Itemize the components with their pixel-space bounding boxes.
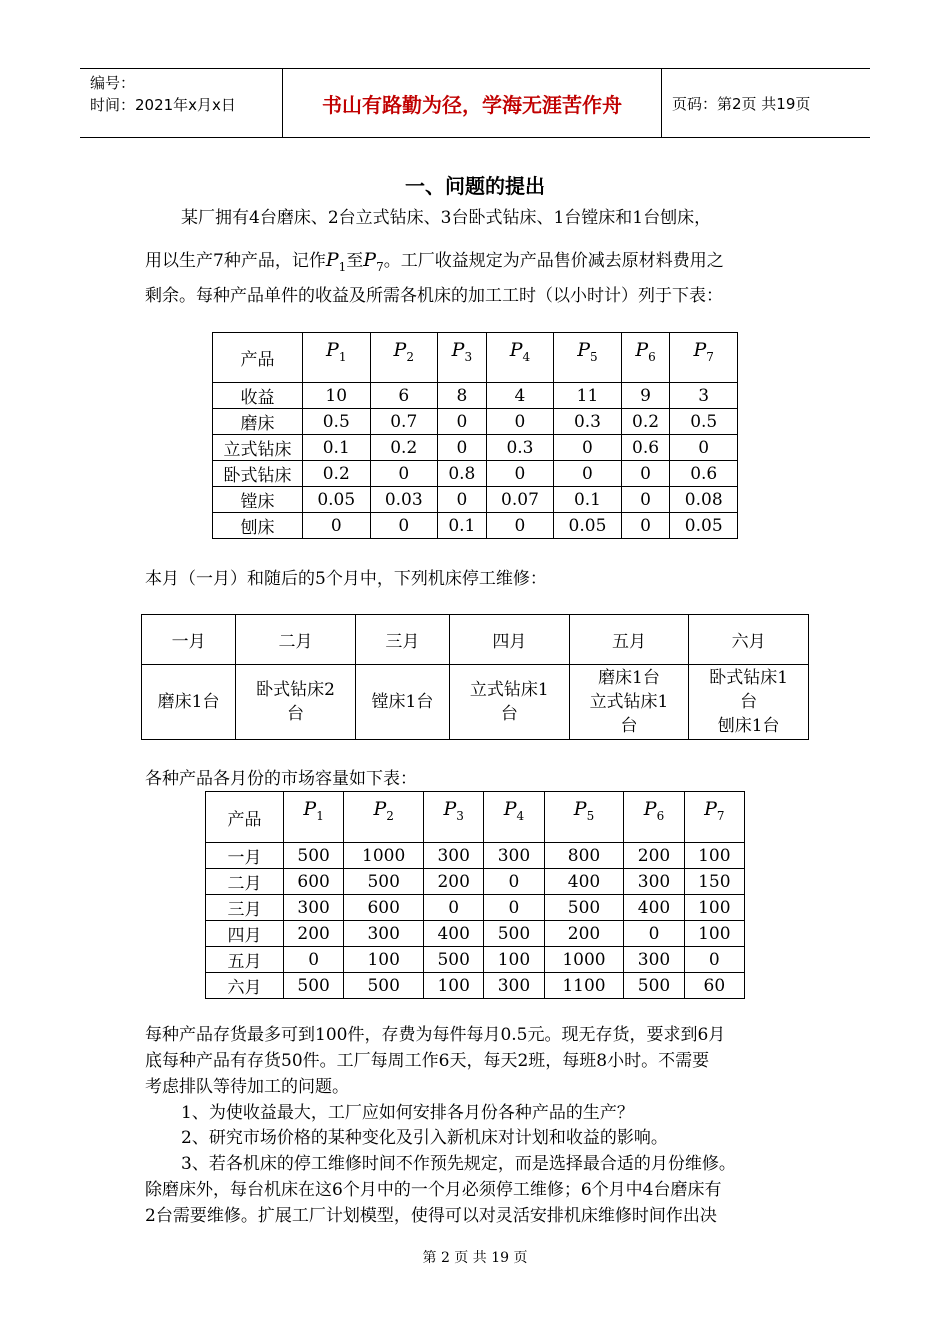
table-cell: 600 [344,895,424,921]
hours-table [212,332,738,539]
maintenance-line: 镗床1台 [371,692,434,712]
table-cell: 1000 [344,843,424,869]
column-header: 产品 [206,792,284,843]
table-cell: 0.2 [370,435,438,461]
table-cell: 0 [484,895,544,921]
page-header [80,68,870,138]
header-row [142,615,809,665]
row-label: 刨床 [213,513,303,539]
maintenance-cell [236,665,356,740]
table-cell: 0 [624,921,684,947]
table-cell: 0.1 [554,487,622,513]
table-cell: 0.7 [370,409,438,435]
row-label: 三月 [206,895,284,921]
product-symbol-p7: $P_7$ [363,249,384,274]
row-label: 一月 [206,843,284,869]
column-header: 产品 [213,333,303,383]
table-row [206,869,745,895]
row-label: 镗床 [213,487,303,513]
product-symbol-p1: $P_1$ [325,249,347,274]
table-cell: 0 [670,435,738,461]
table-cell: 0.6 [621,435,670,461]
table-cell: 400 [624,895,684,921]
table-cell: 0 [484,869,544,895]
table-cell: 0 [684,947,744,973]
table-cell: 0.3 [486,435,554,461]
intro-text: 至 [346,251,364,271]
table-cell: 200 [424,869,484,895]
product-column-header: $P_5$ [554,333,622,383]
row-label: 五月 [206,947,284,973]
product-column-header: $P_3$ [438,333,487,383]
table-cell: 500 [284,843,344,869]
maintenance-intro: 本月（一月）和随后的5个月中，下列机床停工维修： [145,569,547,589]
table-row [206,895,745,921]
month-header: 五月 [569,615,689,665]
table-cell: 0.03 [370,487,438,513]
intro-line-1: 某厂拥有4台磨床、2台立式钻床、3台卧式钻床、1台镗床和1台刨床， [181,208,712,228]
header-page-info: 页码：第2页 共19页 [672,94,811,113]
table-cell: 800 [544,843,624,869]
table-cell: 0.5 [670,409,738,435]
maintenance-line: 台 [287,704,304,724]
table-cell: 0.2 [303,461,371,487]
maintenance-line: 台 [620,716,638,736]
product-column-header: $P_2$ [344,792,424,843]
table-cell: 0 [621,513,670,539]
intro-line-3: 剩余。每种产品单件的收益及所需各机床的加工工时（以小时计）列于下表： [145,286,723,306]
table-cell: 0.2 [621,409,670,435]
table-cell: 0 [424,895,484,921]
table-cell: 0 [370,513,438,539]
storage-line-3: 考虑排队等待加工的问题。 [145,1077,349,1097]
table-cell: 600 [284,869,344,895]
table-cell: 1000 [544,947,624,973]
header-row [213,333,738,383]
table-cell: 0.8 [438,461,487,487]
table-cell: 0 [486,409,554,435]
row-label: 磨床 [213,409,303,435]
table-cell: 60 [684,973,744,999]
market-table [205,791,745,999]
storage-line-1: 每种产品存货最多可到100件，存费为每件每月0.5元。现无存货，要求到6月 [145,1025,726,1045]
maintenance-line: 台 [740,692,758,712]
product-column-header: $P_1$ [303,333,371,383]
product-column-header: $P_6$ [621,333,670,383]
table-cell: 0.1 [303,435,371,461]
table-cell: 8 [438,383,487,409]
table-cell: 6 [370,383,438,409]
row-label: 立式钻床 [213,435,303,461]
maintenance-cell [450,665,570,740]
table-cell: 500 [344,973,424,999]
intro-text: 。工厂收益规定为产品售价减去原材料费用之 [383,251,724,271]
row-label: 二月 [206,869,284,895]
table-cell: 0 [370,461,438,487]
table-cell: 0 [438,487,487,513]
table-cell: 300 [484,843,544,869]
section-title: 一、问题的提出 [405,174,545,198]
product-column-header: $P_1$ [284,792,344,843]
table-cell: 0 [486,513,554,539]
maintenance-line: 刨床1台 [717,716,780,736]
table-cell: 500 [544,895,624,921]
question-3-line-2: 除磨床外，每台机床在这6个月中的一个月必须停工维修；6个月中4台磨床有 [145,1180,722,1200]
month-header: 四月 [450,615,570,665]
maintenance-line: 磨床1台 [157,692,220,712]
row-label: 卧式钻床 [213,461,303,487]
table-cell: 0 [438,409,487,435]
table-cell: 3 [670,383,738,409]
table-row [206,973,745,999]
table-cell: 300 [624,947,684,973]
table-row [206,947,745,973]
intro-line-2 [145,247,810,281]
table-cell: 0 [621,487,670,513]
row-label: 六月 [206,973,284,999]
table-cell: 1100 [544,973,624,999]
table-cell: 4 [486,383,554,409]
market-intro: 各种产品各月份的市场容量如下表： [145,769,417,789]
maintenance-cell [569,665,689,740]
product-column-header: $P_4$ [484,792,544,843]
table-cell: 200 [284,921,344,947]
table-cell: 200 [544,921,624,947]
table-cell: 0.5 [303,409,371,435]
maintenance-cell [142,665,236,740]
intro-text: 用以生产7种产品，记作 [145,251,326,271]
row-label: 四月 [206,921,284,947]
header-row [206,792,745,843]
table-row [213,383,738,409]
page-footer: 第 2 页 共 19 页 [422,1250,528,1266]
table-cell: 0 [284,947,344,973]
question-2: 2、研究市场价格的某种变化及引入新机床对计划和收益的影响。 [181,1128,668,1148]
product-column-header: $P_4$ [486,333,554,383]
row-label: 收益 [213,383,303,409]
maintenance-line: 立式钻床1 [589,692,669,712]
maintenance-cell [355,665,449,740]
table-row [213,487,738,513]
maintenance-line: 卧式钻床2 [256,680,335,700]
question-3-line-3: 2台需要维修。扩展工厂计划模型，使得可以对灵活安排机床维修时间作出决 [145,1206,717,1226]
table-cell: 0.3 [554,409,622,435]
table-cell: 100 [684,921,744,947]
table-cell: 0.05 [303,487,371,513]
month-header: 二月 [236,615,356,665]
month-header: 一月 [142,615,236,665]
table-row [213,461,738,487]
product-column-header: $P_7$ [684,792,744,843]
maintenance-line: 立式钻床1 [469,680,549,700]
table-cell: 0 [554,435,622,461]
maintenance-table [141,614,809,740]
table-cell: 0 [554,461,622,487]
table-cell: 150 [684,869,744,895]
table-cell: 400 [544,869,624,895]
table-cell: 500 [424,947,484,973]
maintenance-line: 卧式钻床1 [709,668,789,688]
table-cell: 100 [424,973,484,999]
table-cell: 10 [303,383,371,409]
product-column-header: $P_6$ [624,792,684,843]
table-cell: 300 [624,869,684,895]
table-cell: 300 [284,895,344,921]
table-cell: 0 [438,435,487,461]
table-cell: 0.08 [670,487,738,513]
table-cell: 200 [624,843,684,869]
table-row [213,435,738,461]
product-column-header: $P_5$ [544,792,624,843]
table-cell: 0.05 [670,513,738,539]
table-cell: 0 [303,513,371,539]
maintenance-line: 台 [500,704,518,724]
table-cell: 0.05 [554,513,622,539]
table-row [142,665,809,740]
table-cell: 11 [554,383,622,409]
table-row [206,921,745,947]
table-cell: 0.6 [670,461,738,487]
date-label: 时间：2021年x月x日 [90,96,236,114]
header-meta [80,69,283,137]
product-column-header: $P_2$ [370,333,438,383]
table-cell: 500 [624,973,684,999]
table-cell: 0 [621,461,670,487]
table-row [213,409,738,435]
storage-line-2: 底每种产品有存货50件。工厂每周工作6天，每天2班，每班8小时。不需要 [145,1051,710,1071]
table-cell: 500 [284,973,344,999]
table-cell: 500 [484,921,544,947]
question-1: 1、为使收益最大，工厂应如何安排各月份各种产品的生产？ [181,1103,634,1123]
month-header: 三月 [355,615,449,665]
table-cell: 0.1 [438,513,487,539]
product-column-header: $P_3$ [424,792,484,843]
table-row [206,843,745,869]
header-motto: 书山有路勤为径，学海无涯苦作舟 [283,69,662,137]
table-cell: 300 [424,843,484,869]
month-header: 六月 [689,615,809,665]
table-row [213,513,738,539]
table-cell: 0.07 [486,487,554,513]
table-cell: 300 [344,921,424,947]
product-column-header: $P_7$ [670,333,738,383]
maintenance-line: 磨床1台 [598,668,660,688]
number-label: 编号： [90,74,136,92]
question-3-line-1: 3、若各机床的停工维修时间不作预先规定，而是选择最合适的月份维修。 [181,1154,736,1174]
table-cell: 100 [484,947,544,973]
maintenance-cell [689,665,809,740]
table-cell: 9 [621,383,670,409]
table-cell: 400 [424,921,484,947]
table-cell: 0 [486,461,554,487]
table-cell: 100 [684,895,744,921]
table-cell: 100 [684,843,744,869]
table-cell: 300 [484,973,544,999]
table-cell: 100 [344,947,424,973]
table-cell: 500 [344,869,424,895]
